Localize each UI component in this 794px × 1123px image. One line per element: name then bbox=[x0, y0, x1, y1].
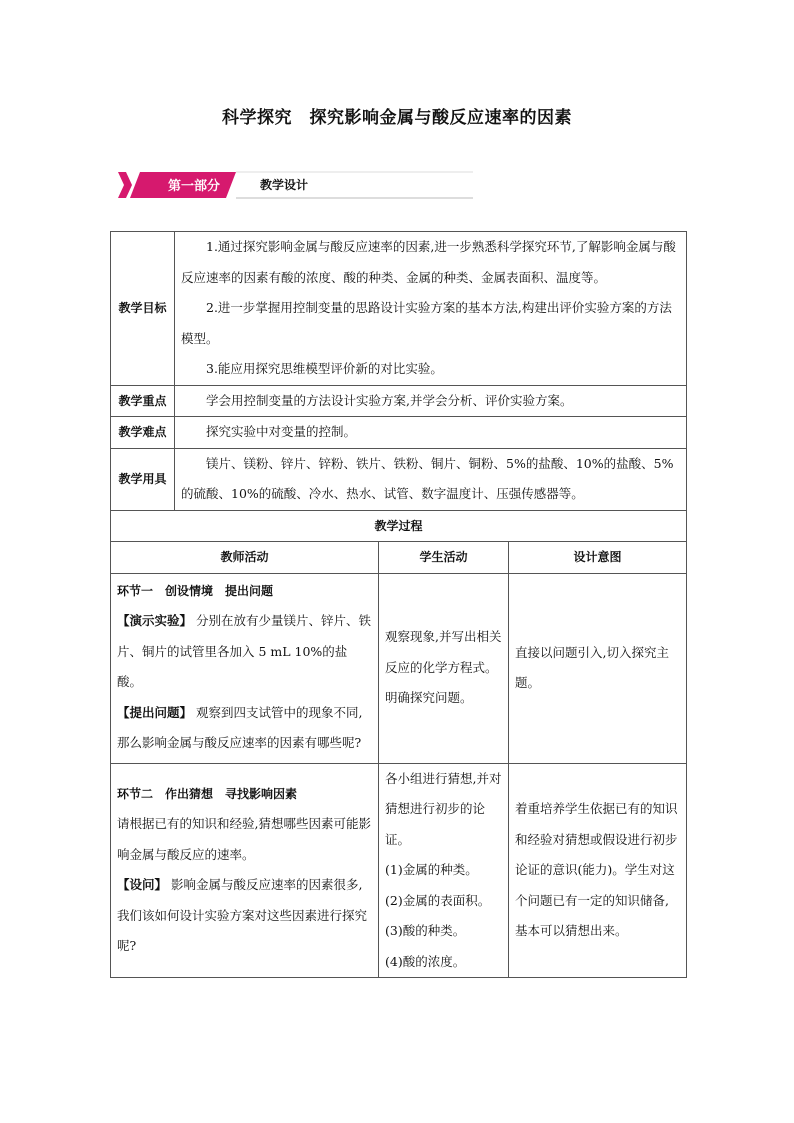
intent-text: 直接以问题引入,切入探究主题。 bbox=[515, 644, 669, 690]
lesson-plan-table bbox=[110, 231, 687, 978]
student-activity bbox=[379, 573, 509, 763]
student-item: 明确探究问题。 bbox=[385, 690, 473, 706]
column-intent: 设计意图 bbox=[509, 542, 687, 574]
difficulty-content bbox=[175, 417, 687, 449]
goals-row bbox=[111, 232, 687, 386]
design-intent bbox=[509, 763, 687, 978]
teacher-activity bbox=[111, 763, 379, 978]
key-text: 学会用控制变量的方法设计实验方案,并学会分析、评价实验方案。 bbox=[206, 392, 573, 408]
tools-row bbox=[111, 448, 687, 510]
section-header bbox=[118, 170, 478, 200]
goals-content bbox=[175, 232, 687, 386]
goal-item: 3.能应用探究思维模型评价新的对比实验。 bbox=[206, 361, 443, 376]
paragraph-tag: 【演示实验】 bbox=[117, 613, 193, 628]
column-student: 学生活动 bbox=[379, 542, 509, 574]
student-activity bbox=[379, 763, 509, 978]
paragraph-text: 分别在放有少量镁片、锌片、铁片、铜片的试管里各加入 5 mL 10%的盐酸。 bbox=[117, 613, 372, 689]
page-title: 科学探究 探究影响金属与酸反应速率的因素 bbox=[222, 108, 572, 128]
teacher-paragraph bbox=[117, 606, 372, 698]
difficulty-text: 探究实验中对变量的控制。 bbox=[206, 424, 357, 439]
step-row bbox=[111, 573, 687, 763]
paragraph-text: 影响金属与酸反应速率的因素很多,我们该如何设计实验方案对这些因素进行探究呢? bbox=[117, 877, 368, 954]
teacher-activity bbox=[111, 573, 379, 763]
goal-item: 2.进一步掌握用控制变量的思路设计实验方案的基本方法,构建出评价实验方案的方法模型。 bbox=[181, 300, 672, 346]
key-content bbox=[175, 385, 687, 417]
student-item: (2)金属的表面积。 bbox=[385, 892, 491, 908]
difficulty-label: 教学难点 bbox=[111, 417, 175, 449]
student-item: 各小组进行猜想,并对猜想进行初步的论证。 bbox=[385, 770, 502, 847]
tools-content bbox=[175, 448, 687, 510]
teacher-paragraph bbox=[117, 809, 372, 870]
paragraph-tag: 【提出问题】 bbox=[117, 704, 193, 720]
teacher-paragraph bbox=[117, 698, 372, 759]
goals-label: 教学目标 bbox=[111, 232, 175, 386]
process-columns-row bbox=[111, 542, 687, 574]
student-item: 观察现象,并写出相关反应的化学方程式。 bbox=[385, 629, 502, 675]
design-intent bbox=[509, 573, 687, 763]
process-heading-row bbox=[111, 510, 687, 542]
section-tag: 第一部分 bbox=[167, 179, 220, 194]
student-item: (1)金属的种类。 bbox=[385, 862, 478, 877]
step-row bbox=[111, 763, 687, 978]
teacher-paragraph bbox=[117, 870, 372, 962]
step-title: 环节一 创设情境 提出问题 bbox=[117, 583, 274, 598]
paragraph-tag: 【设问】 bbox=[117, 877, 168, 893]
key-label: 教学重点 bbox=[111, 385, 175, 417]
difficulty-row bbox=[111, 417, 687, 449]
student-item: (4)酸的浓度。 bbox=[385, 953, 466, 969]
section-name: 教学设计 bbox=[260, 178, 309, 192]
paragraph-text: 请根据已有的知识和经验,猜想哪些因素可能影响金属与酸反应的速率。 bbox=[117, 816, 371, 862]
goal-item: 1.通过探究影响金属与酸反应速率的因素,进一步熟悉科学探究环节,了解影响金属与酸反应速率的因素有酸的浓度、酸的种类、金属的种类、金属表面积、温度等。 bbox=[181, 239, 676, 285]
tools-label: 教学用具 bbox=[111, 448, 175, 510]
paragraph-text: 观察到四支试管中的现象不同,那么影响金属与酸反应速率的因素有哪些呢? bbox=[117, 704, 363, 750]
tools-text: 镁片、镁粉、锌片、锌粉、铁片、铁粉、铜片、铜粉、5%的盐酸、10%的盐酸、5%的硫酸、10%的硫酸、冷水、热水、试管、数字温度计、压强传感器等。 bbox=[181, 455, 674, 501]
process-heading: 教学过程 bbox=[111, 510, 687, 542]
intent-text: 着重培养学生依据已有的知识和经验对猜想或假设进行初步论证的意识(能力)。学生对这个问题已有一定的知识储备,基本可以猜想出来。 bbox=[515, 801, 678, 938]
student-item: (3)酸的种类。 bbox=[385, 923, 466, 938]
step-title: 环节二 作出猜想 寻找影响因素 bbox=[117, 786, 298, 801]
column-teacher: 教师活动 bbox=[111, 542, 379, 574]
key-row bbox=[111, 385, 687, 417]
